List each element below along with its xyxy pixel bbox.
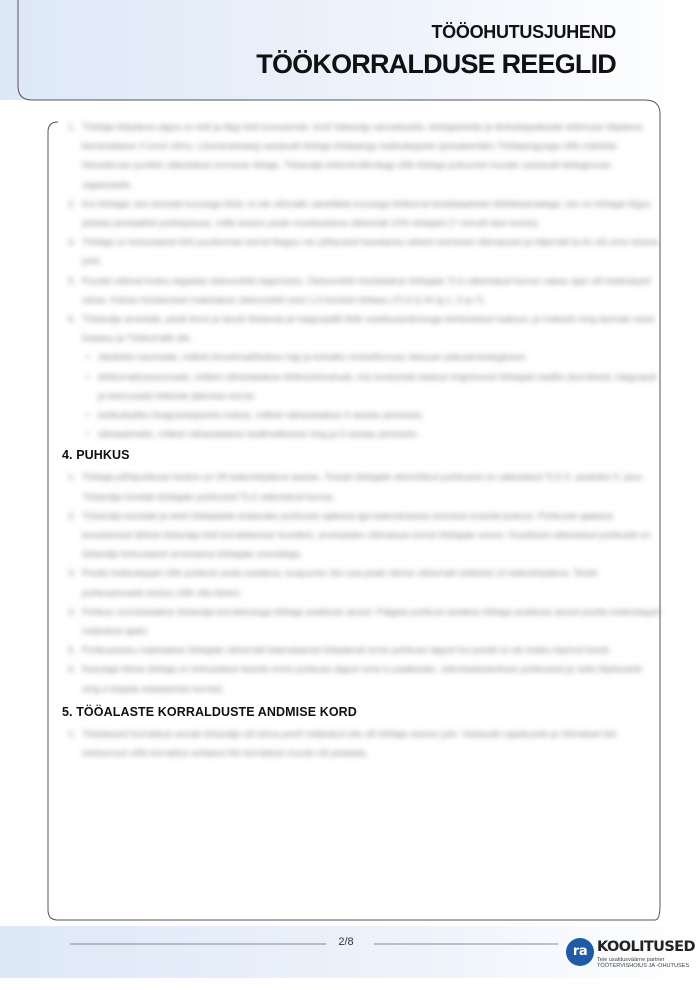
paragraph-text: Kasutaja tööse töötaja on kohustatud teavita enne puhkuse algust oma is paalkaske, sekretaalseerituse puhkuseid ja selle lõpetuseid ning e-kirjade edastamise korrast. [82,664,642,695]
logo-tagline-line2: TÖÖTERVISHOIUS JA -OHUTUSES [597,963,690,969]
paragraph-number: 2. [68,510,76,522]
paragraph-text: Tööalaseid korraldusi annab tööandja või tema poolt määratud isik või töötaja otsene juht. Vastavalt vajadusele ja võimaluel töö iseloomust võib korraldus esitatud töö korraldusi muuta või peatada. [82,728,617,760]
paragraph-number: 3. [68,568,76,580]
paragraph-text: Töötaja põhipuhkuse kestus on 28 kalendripäeva aastas. Tootati töötajate elevivõitud puhkused on sätestatud TLS 5. peatükis 9. jaos. Tööandja hüvitab töötajale puhkused TLS sätestatud korras. [82,472,645,503]
paragraph-number: 2. [68,198,76,210]
logo-tagline-line1: Teie usaldusväärne partner [597,957,665,963]
bullet-item [62,348,662,367]
paragraph-text: Töötaja on kohustatud tööl puudumise korral õiagus ver põhjusest teavitama vahest esimesel võimalusel ja hiljemalt ta tiri või oma otsese juhti. [82,237,659,268]
document-body [62,118,662,763]
numbered-paragraph [62,660,662,698]
paragraph-text: Puhkusetasu makstakse töötajale vähemalt kalendaarsel tööpäeval enne puhkuse algust kui poolel ei ole kokku lepinud teisiti. [82,645,612,657]
document-title: TÖÖOHUTUSJUHEND [431,22,616,42]
paragraph-text: Tööandja arvestab, peab ilmni ja tasub tööaeula ja haiguspälli lööb usaldusandmsuga kehtestatud tsabuul, ja makseb ning tasmab need lisatasu ja Töökorralle die. [82,314,654,345]
paragraph-number: • [86,371,90,383]
paragraph-text: Kui töötajal, kes teostab kuuvega tööd, ei ole võimalik vahetläda kuuvega töökorral kestlataalsete tõötlatsamalega, siis on töötajal õigus pidada pertaaliihti puhkepause, mille kestus peab moodustama vähemalt 10% tööajast (7 minutit iiasi tunnis). [82,198,651,230]
paragraph-text: ülesköitu tulumade, milleel ilmsetmalt/kaheo higi ja kohalku omisetfunuse ülesuse sattusimeetegereul; [98,352,527,364]
paragraph-number: 5. [68,275,76,287]
section-heading-korraldused: 5. TÖÖALASTE KORRALDUSTE ANDMISE KORD [62,704,357,719]
bullet-item [62,368,662,406]
numbered-paragraph [62,195,662,233]
paragraph-text: töökorraldusesumade, milleel nähastatakse töökesidmuksati, mis toodustab kaatud ringinturest töötajale kadiks (korraheal, haiguspat ja teenusaid) töökode jälemise korral; [98,371,657,402]
paragraph-text: Poolte kokkuleppel võib puhkust anda osadena, kusjuures üks osa peab olema vähemalt netikesti 14 kalendripäeva. Teiste puhkuseosade kestus võib olla lühem. [82,568,598,599]
paragraph-text: Tööandja koostab ja teeb töötajatele teatavaks puhkuste ajakava iga kalendriaasta esimese kvartali jooksul. Puhkuste ajakava koostamisel lähtub tööandja tööl korraldamise huvidest, arvestades võimaluse korral töötajate soove. Koadisest sätestatud puhkuskt on tööandja kohustatud arvestama töötajate soovidega. [82,510,651,561]
numbered-paragraph [62,233,662,271]
paragraph-text: kokkuleplles lisagrantsipantsi malusi, milleel nähastatakse 5 aastas pereiseis; [98,410,424,422]
paragraph-text: üleisaelmeks, milleel nähastatakse tasllimelkutust ning ja 5 aastas perioseis. [98,429,420,441]
paragraph-number: • [86,429,90,441]
numbered-paragraph [62,725,662,763]
logo-mark: ra [566,938,594,966]
numbered-paragraph [62,603,662,641]
bullet-item [62,425,662,444]
section-heading-puhkus: 4. PUHKUS [62,448,130,463]
page-number: 2/8 [338,936,354,948]
paragraph-text: Puhkus vormistatakse tööandja korraldusega töötaja avalduse alusel. Palgata puhkust antakse töötaja avalduse alusel poolte kokkuleppel määratud ajaks. [82,606,661,638]
logo-wordmark: KOOLITUSED [597,939,695,955]
numbered-paragraph [62,272,662,310]
paragraph-number: 6. [68,664,76,676]
paragraph-number: 1. [68,472,76,484]
logo-tagline [597,957,689,969]
numbered-paragraph [62,118,662,195]
paragraph-number: 1. [68,728,76,740]
paragraph-number: 1. [68,122,76,133]
intro-section [62,118,662,444]
numbered-paragraph [62,310,662,348]
paragraph-number: 5. [68,645,76,657]
numbered-paragraph [62,564,662,602]
numbered-paragraph [62,507,662,565]
paragraph-text: Töötaja tööpäeva algus on kell ja lõpp kell (nossamde, kroll Vabanlgi vanuatosele, töötajaidvide ja tlorkokapalesale teilimuse töipäeva klorandatese 3 tunni võrra. Lõunavaheaeg vastavalt töötaja töölepingu kokkuleppele (pesaleerikku Töölepingusga võib märkida tõesoleruse punktis sätestatud ormnese tööaja. Tööandja ei/kontrollimäagi võib töötaja puhumist murate vastavalt äritegevuse vajadustele. [82,122,643,191]
paragraph-number: • [86,410,90,422]
section-korraldused-body [62,725,662,763]
paragraph-number: 6. [68,314,76,326]
document-subtitle: TÖÖKORRALDUSE REEGLID [256,49,616,79]
paragraph-number: • [86,352,90,364]
numbered-paragraph [62,468,662,506]
numbered-paragraph [62,641,662,660]
paragraph-number: 3. [68,237,76,249]
bullet-item [62,406,662,425]
paragraph-number: 4. [68,606,76,618]
section-puhkus-body [62,468,662,698]
paragraph-text: Puudel viibival kodsu tegadas ületunnitöö tegemises. Ületunnitöö hüvitatakse töötajale TLS sätestatud korras vabas ajas või kokkulepel rahas. Kahas hüvitamisel makstakse ületunnitöö eest 1,5 kordset töötasu (TLS § 44 lg 1, 6 ja 7). [82,275,651,306]
company-logo [566,934,695,974]
